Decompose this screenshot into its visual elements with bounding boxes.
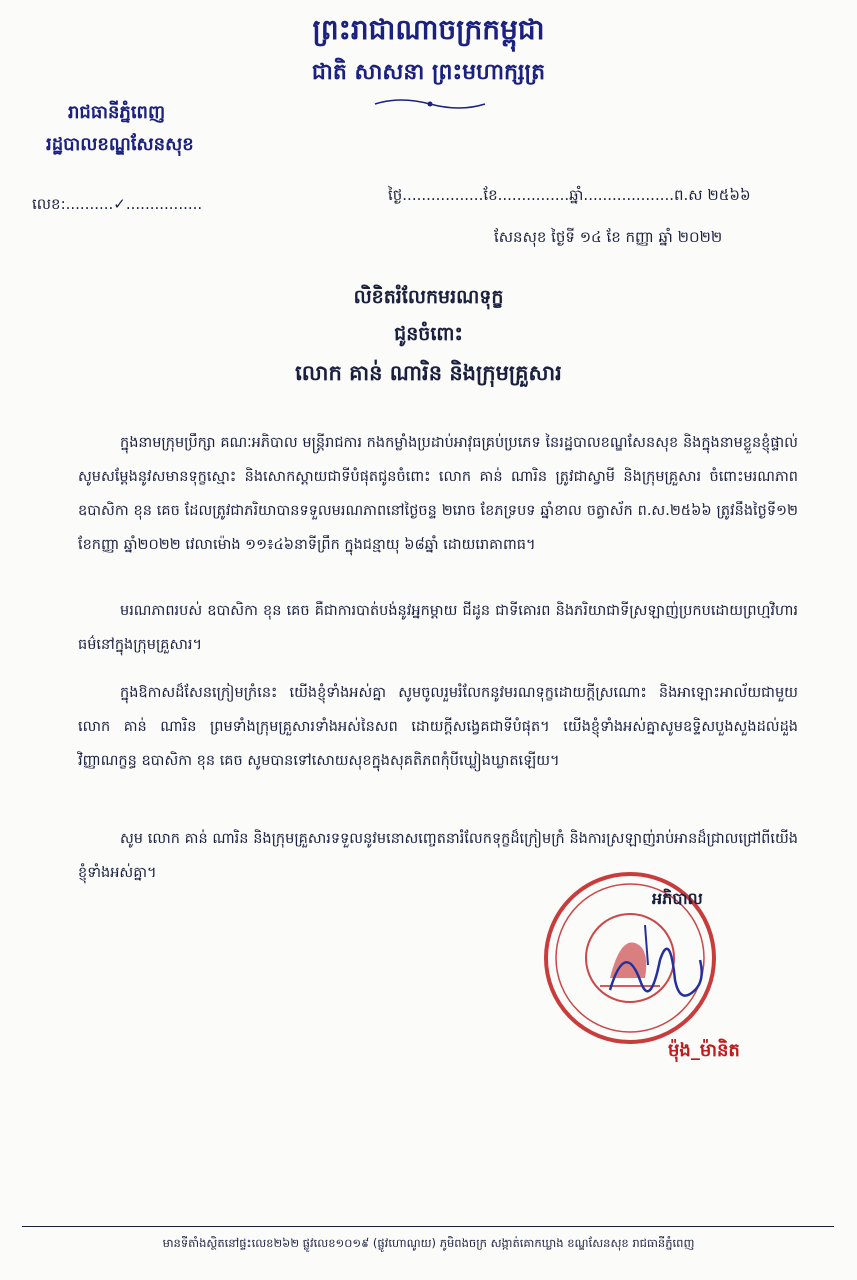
reference-value: ..........✓................ (65, 195, 203, 213)
body-paragraph-4: សូម លោក គាន់ ណារិន និងក្រុមគ្រួសារទទួលនូវមនោសញ្ចេតនារំលែកទុក្ខដ៏ក្រៀមក្រំ និងការស្រឡាញ់រាប់អានដ៏ជ្រាលជ្រៅពីយើងខ្ញុំទាំងអស់គ្នា។ (78, 831, 798, 881)
national-motto: ជាតិ សាសនា ព្រះមហាក្សត្រ (311, 60, 546, 85)
authority-name: រាជធានីភ្នំពេញ (68, 102, 166, 123)
signer-title: អភិបាល (652, 889, 703, 908)
letter-title: លិខិតរំលែកមរណទុក្ខ (353, 286, 504, 308)
body-paragraph-3: ក្នុងឱកាសដ៏សែនក្រៀមក្រំនេះ យើងខ្ញុំទាំងអស់គ្នា សូមចូលរួមរំលែកនូវមរណទុក្ខដោយក្តីស្រណោះ និងអាឡោះអាល័យជាមួយ លោក គាន់ ណារិន ព្រមទាំងក្រុមគ្រួសារទាំងអស់នៃសព ដោយក្តីសង្វេគជាទីបំផុត។ យើងខ្ញុំទាំងអស់គ្នាសូមឧទ្ទិសបួងសួងដល់ដួងវិញ្ញាណក្ខន្ធ ឧបាសិកា ខុន គេច សូមបានទៅសោយសុខក្នុងសុគតិភពកុំបីឃ្លៀងឃ្លាតឡើយ។ (78, 685, 798, 769)
footer-address: មានទីតាំងស្ថិតនៅផ្ទះលេខ២៦២ ផ្លូវលេខ១០១៩ (ផ្លូវហោណូយ) ភូមិពងចក្រ សង្កាត់គោកឃ្លាង ខណ្ឌសែនសុខ រាជធានីភ្នំពេញ (162, 1236, 695, 1250)
solar-date-line: សែនសុខ ថ្ងៃទី ១៤ ខែ កញ្ញា ឆ្នាំ ២០២២ (494, 228, 723, 246)
kingdom-title: ព្រះរាជាណាចក្រកម្ពុជា (312, 13, 545, 46)
reference-number (32, 195, 202, 217)
recipient-name: លោក គាន់ ណារិន និងក្រុមគ្រួសារ (295, 361, 562, 385)
footer-divider (22, 1226, 834, 1227)
lunar-date-line: ថ្ងៃ.................ខែ...............ឆ្នាំ...................ព.ស ២៥៦៦ (388, 186, 751, 204)
handwritten-signature-icon (600, 920, 710, 1020)
signer-name: ម៉ុង_ម៉ានិត (668, 1040, 740, 1061)
district-name: រដ្ឋបាលខណ្ឌសែនសុខ (46, 134, 194, 155)
ornament-divider-icon (370, 96, 490, 112)
body-paragraph-1: ក្នុងនាមក្រុមប្រឹក្សា គណៈអភិបាល មន្ត្រីរាជការ កងកម្លាំងប្រដាប់អាវុធគ្រប់ប្រភេទ នៃរដ្ឋបាលខណ្ឌសែនសុខ និងក្នុងនាមខ្លួនខ្ញុំផ្ទាល់ សូមសម្តែងនូវសមានទុក្ខ​ស្មោះ និងសោកស្តាយជាទីបំផុតជូនចំពោះ លោក គាន់ ណារិន ត្រូវជាស្វាមី និងក្រុមគ្រួសារ ចំពោះមរណភាព ឧបាសិកា ខុន គេច ដែលត្រូវជាភរិយាបានទទួលមរណភាពនៅថ្ងៃចន្ទ ២រោច ខែភទ្របទ ឆ្នាំខាល ចត្វាស័ក ព.ស.២៥៦៦ ត្រូវនឹងថ្ងៃទី១២ ខែកញ្ញា ឆ្នាំ២០២២ វេលាម៉ោង ១១៖៤៦នាទីព្រឹក ក្នុងជន្មាយុ ៦៨ឆ្នាំ ដោយរោគាពាធ។ (78, 435, 798, 553)
body-paragraph-2: មរណភាពរបស់ ឧបាសិកា ខុន គេច គឺជាការបាត់បង់នូវអ្នកម្តាយ ជីដូន ជាទីគោរព និងភរិយាជាទីស្រឡាញ់ប្រកបដោយព្រហ្មវិហារធម៌នៅក្នុងក្រុមគ្រួសារ។ (78, 603, 798, 653)
addressed-to: ជូនចំពោះ (394, 323, 463, 345)
reference-label: លេខ: (32, 195, 66, 213)
